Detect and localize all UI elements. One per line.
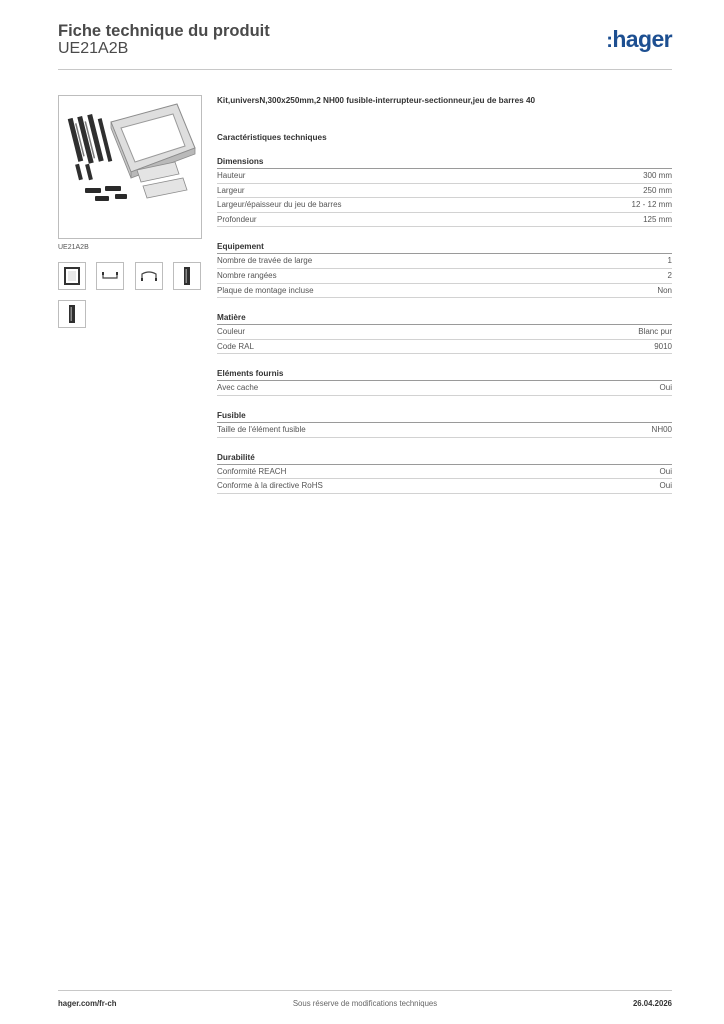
spec-section-title: Matière	[217, 311, 672, 325]
spec-section	[217, 451, 672, 494]
thumbnail-frame[interactable]	[58, 262, 86, 290]
spec-label: Nombre de travée de large	[217, 256, 313, 266]
spec-label: Couleur	[217, 327, 246, 337]
spec-row	[217, 254, 672, 269]
thumbnail-bracket-side[interactable]	[135, 262, 163, 290]
spec-label: Hauteur	[217, 171, 246, 180]
spec-value: 1	[667, 256, 672, 266]
footer-notice: Sous réserve de modifications techniques	[292, 999, 438, 1008]
cover-small-icon	[59, 301, 85, 327]
footer-website-link[interactable]: hager.com/fr-ch	[58, 999, 117, 1008]
product-reference: UE21A2B	[58, 40, 129, 57]
specifications-list	[217, 155, 672, 494]
page-footer	[58, 997, 672, 1011]
specifications-heading: Caractéristiques techniques	[217, 133, 327, 142]
product-description: Kit,universN,300x250mm,2 NH00 fusible-interrupteur-sectionneur,jeu de barres 40	[217, 96, 536, 105]
spec-row	[217, 479, 672, 494]
spec-value: Oui	[659, 481, 672, 491]
spec-row	[217, 198, 672, 213]
thumbnail-bracket[interactable]	[96, 262, 124, 290]
spec-row	[217, 213, 672, 228]
spec-value: Oui	[659, 466, 672, 476]
spec-row	[217, 465, 672, 480]
spec-row	[217, 269, 672, 284]
spec-section	[217, 311, 672, 354]
logo-mark-icon: :	[606, 30, 613, 52]
spec-section-title: Dimensions	[217, 155, 672, 169]
spec-row	[217, 184, 672, 199]
spec-section-title: Eléments fournis	[217, 367, 672, 381]
spec-label: Code RAL	[217, 341, 254, 351]
image-caption: UE21A2B	[58, 244, 89, 251]
spec-label: Largeur	[217, 185, 245, 195]
spec-section-title: Durabilité	[217, 451, 672, 465]
spec-row	[217, 325, 672, 340]
document-title: Fiche technique du produit	[58, 22, 270, 40]
product-image[interactable]	[58, 95, 202, 239]
spec-label: Largeur/épaisseur du jeu de barres	[217, 200, 342, 210]
spec-section	[217, 155, 672, 227]
spec-value: 300 mm	[643, 171, 672, 180]
footer-divider	[58, 990, 672, 991]
spec-value: Non	[657, 285, 672, 295]
spec-row	[217, 423, 672, 438]
spec-section-title: Fusible	[217, 409, 672, 423]
spec-row	[217, 381, 672, 396]
spec-section	[217, 240, 672, 298]
bracket-icon	[97, 263, 123, 289]
spec-row	[217, 284, 672, 299]
spec-label: Avec cache	[217, 383, 259, 393]
spec-section	[217, 367, 672, 396]
spec-value: Oui	[659, 383, 672, 393]
cover-icon	[174, 263, 200, 289]
spec-value: 9010	[654, 341, 672, 351]
bracket-side-icon	[136, 263, 162, 289]
spec-section	[217, 409, 672, 438]
frame-icon	[59, 263, 85, 289]
hager-logo[interactable]	[606, 26, 672, 53]
spec-value: Blanc pur	[638, 327, 672, 337]
spec-label: Conforme à la directive RoHS	[217, 481, 323, 491]
spec-value: 2	[667, 270, 672, 280]
spec-label: Nombre rangées	[217, 270, 277, 280]
footer-date: 26.04.2026	[632, 999, 672, 1008]
spec-row	[217, 340, 672, 355]
product-details	[217, 95, 672, 494]
spec-value: 125 mm	[643, 214, 672, 224]
spec-value: 12 - 12 mm	[631, 200, 672, 210]
logo-text: hager	[612, 26, 672, 52]
page-header	[58, 20, 672, 70]
spec-label: Profondeur	[217, 214, 257, 224]
thumbnail-cover-small[interactable]	[58, 300, 86, 328]
header-divider	[58, 69, 672, 70]
spec-label: Plaque de montage incluse	[217, 285, 314, 295]
product-kit-illustration	[59, 96, 201, 238]
spec-label: Conformité REACH	[217, 466, 287, 476]
spec-label: Taille de l'élément fusible	[217, 424, 306, 434]
spec-value: NH00	[651, 424, 672, 434]
thumbnail-cover[interactable]	[173, 262, 201, 290]
spec-value: 250 mm	[643, 185, 672, 195]
spec-row	[217, 169, 672, 184]
spec-section-title: Equipement	[217, 240, 672, 254]
